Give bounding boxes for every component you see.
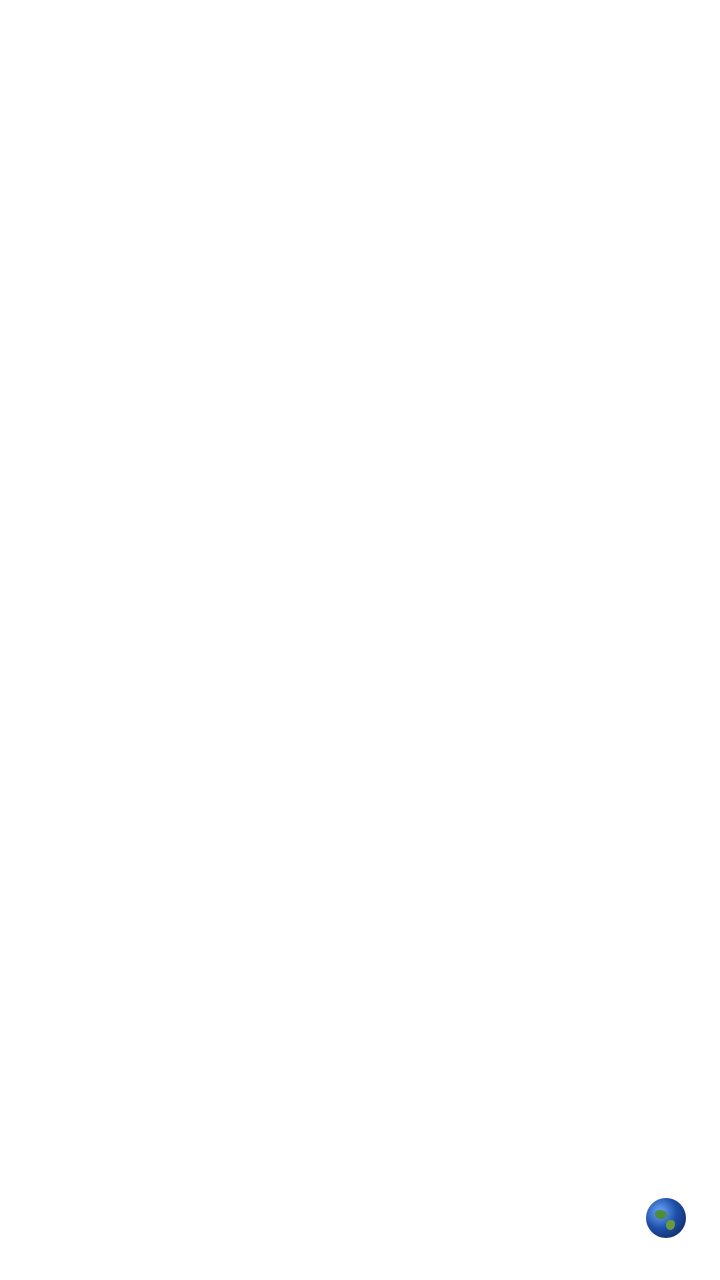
curriculum-table (46, 48, 652, 1258)
globe-logo (646, 1198, 686, 1238)
